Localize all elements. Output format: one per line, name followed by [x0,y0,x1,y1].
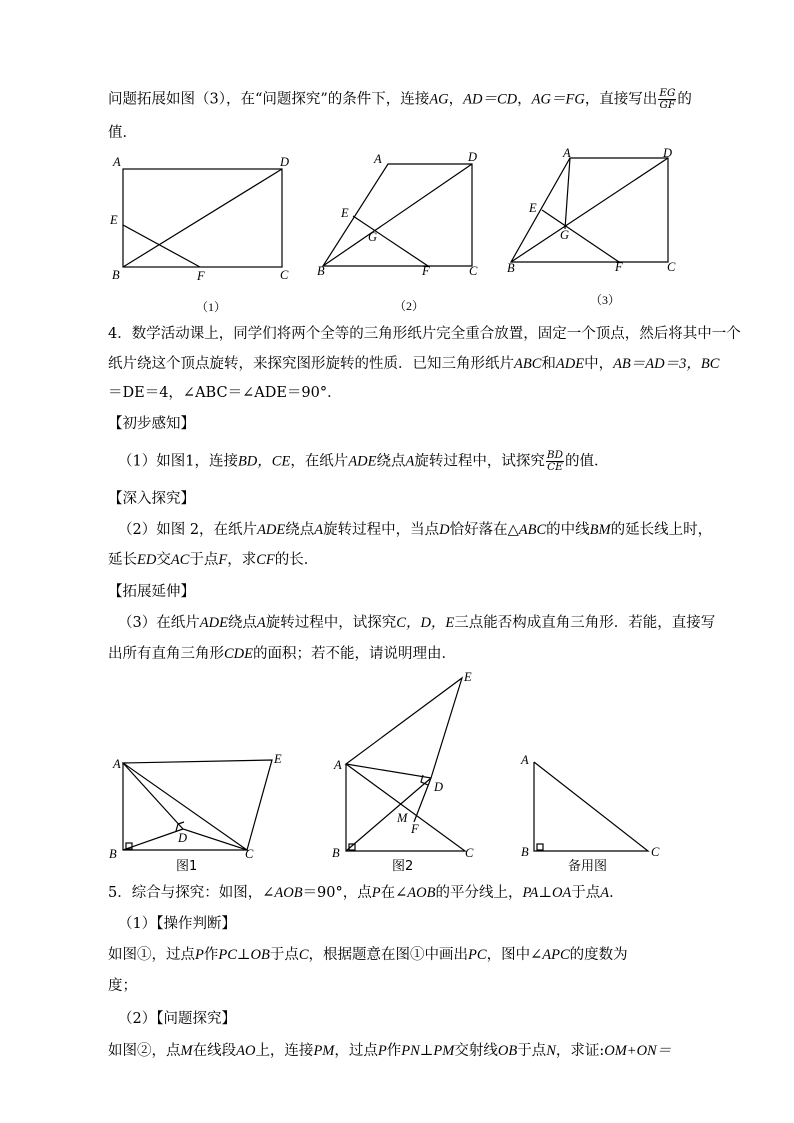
q5-part2: 如图②，点M在线段AO上，连接PM，过点P作PN⊥PM交射线OB于点N，求证:OM+ON＝ [108,1043,672,1059]
label-d: D [178,831,188,845]
label-b: B [521,845,529,859]
fraction-eg-gf: $\frac{EG}{GF}$ [659,87,676,111]
q4-figure-2 [346,678,465,851]
label-c: C [245,847,254,861]
q3-ext-line1: 问题拓展如图（3），在“问题探究”的条件下，连接AG，AD＝CD，AG＝FG，直接写出 $\frac{EG}{GF}$ 的 [108,87,692,111]
figure-caption-fig2: 图2 [392,859,414,874]
label-a: A [113,155,121,169]
label-c: C [667,260,676,274]
q4-part1: （1）如图1，连接BD，CE，在纸片ADE绕点A旋转过程中，试探究 $\frac{BD}{CE}$ 的值． [118,449,609,473]
label-d: D [434,780,444,794]
label-d: D [468,150,478,164]
figure-caption-2: （2） [394,299,425,313]
label-g: G [368,230,378,244]
q4-part2: （2）如图 2，在纸片ADE绕点A旋转过程中，当点D恰好落在△ABC的中线BM的延长线上时， [118,522,713,538]
q4-heading-3: 【拓展延伸】 [108,584,195,600]
label-f: F [615,260,623,274]
figure-caption-spare: 备用图 [568,859,608,874]
q5-part1-line2: 度； [108,978,137,994]
label-m: M [397,811,408,825]
label-d: D [280,155,290,169]
figure-caption-3: （3） [590,293,621,307]
figure-caption-1: （1） [196,300,227,314]
label-c: C [465,846,474,860]
label-g: G [560,228,570,242]
label-b: B [112,268,120,282]
label-c: C [469,264,478,278]
label-e: E [341,206,349,220]
label-f: F [197,269,205,283]
label-c: C [280,268,289,282]
figure-1 [123,169,282,267]
q4-heading-1: 【初步感知】 [108,416,195,432]
label-b: B [317,264,325,278]
label-b: B [507,261,515,275]
label-b: B [109,847,117,861]
q4-figure-spare [534,762,648,851]
q5-heading-1: （1）【操作判断】 [118,916,236,932]
label-a: A [563,146,571,160]
q4-figure-1 [123,760,272,850]
q4-line3: ＝DE＝4，∠ABC＝∠ADE＝90°． [108,385,342,401]
label-e: E [110,213,118,227]
label-d: D [663,146,673,160]
q4-part3-line2: 出所有直角三角形CDE的面积；若不能，请说明理由． [108,646,456,662]
label-e: E [529,201,537,215]
label-b: B [332,846,340,860]
q5-heading-2: （2）【问题探究】 [118,1011,236,1027]
label-f: F [422,264,430,278]
fraction-bd-ce: $\frac{BD}{CE}$ [546,449,563,473]
q5-line1: 5．综合与探究：如图，∠AOB＝90°，点P在∠AOB的平分线上，PA⊥OA于点A． [108,885,624,901]
label-e: E [274,752,282,766]
label-a: A [374,152,382,166]
q4-line2: 纸片绕这个顶点旋转，来探究图形旋转的性质．已知三角形纸片ABC和ADE中，AB＝AD＝3，BC [108,356,720,372]
label-e: E [464,670,472,684]
q4-part2-line2: 延长ED交AC于点F，求CF的长． [108,552,319,568]
q4-part3: （3）在纸片ADE绕点A旋转过程中，试探究C，D，E三点能否构成直角三角形．若能，直接写 [118,615,716,631]
figure-caption-fig1: 图1 [176,859,198,874]
q4-line1: 4．数学活动课上，同学们将两个全等的三角形纸片完全重合放置，固定一个顶点，然后将其中一个 [108,326,741,342]
label-c: C [651,845,660,859]
q3-ext-line2: 值． [108,125,137,141]
label-a: A [334,758,342,772]
label-a: A [521,753,529,767]
q5-part1: 如图①，过点P作PC⊥OB于点C，根据题意在图①中画出PC，图中∠APC的度数为 [108,947,628,963]
q4-heading-2: 【深入探究】 [108,491,195,507]
label-a: A [113,757,121,771]
label-f: F [411,822,419,836]
